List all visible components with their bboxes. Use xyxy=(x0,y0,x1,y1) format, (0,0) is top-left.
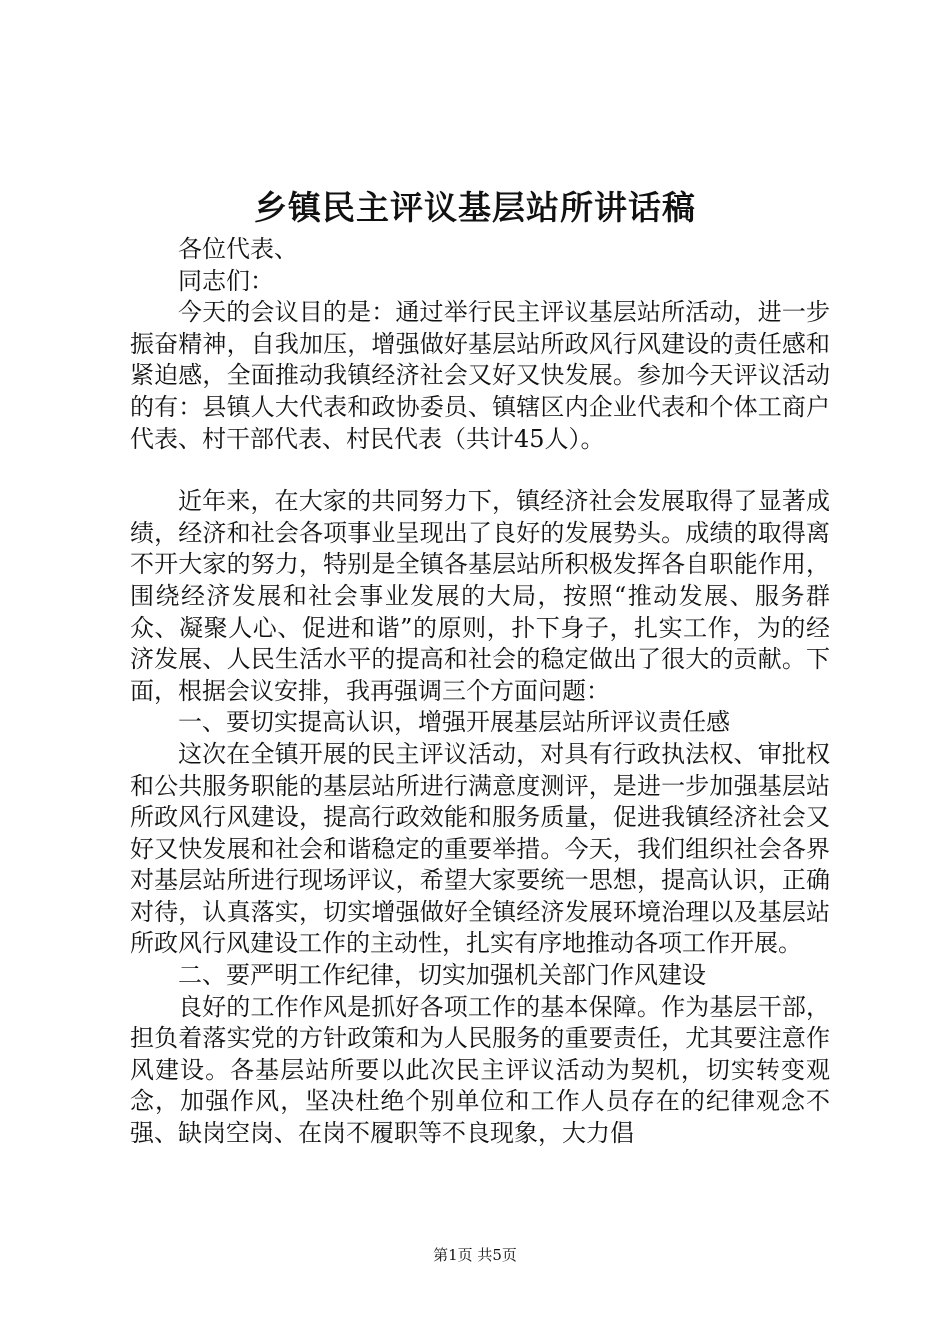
document-body xyxy=(130,234,830,1150)
paragraph-recent-years: 近年来，在大家的共同努力下，镇经济社会发展取得了显著成绩，经济和社会各项事业呈现出了良好的发展势头。成绩的取得离不开大家的努力，特别是全镇各基层站所积极发挥各自职能作用，围绕经济发展和社会事业发展的大局，按照“推动发展、服务群众、凝聚人心、促进和谐”的原则，扑下身子，扎实工作，为的经济发展、人民生活水平的提高和社会的稳定做出了很大的贡献。下面，根据会议安排，我再强调三个方面问题： xyxy=(130,487,830,705)
document-title: 乡镇民主评议基层站所讲话稿 xyxy=(254,188,696,227)
salutation-line-2: 同志们： xyxy=(178,266,274,295)
paragraph-section-1: 这次在全镇开展的民主评议活动，对具有行政执法权、审批权和公共服务职能的基层站所进行满意度测评，是进一步加强基层站所政风行风建设，提高行政效能和服务质量，促进我镇经济社会又好又快发展和社会和谐稳定的重要举措。今天，我们组织社会各界对基层站所进行现场评议，希望大家要统一思想，提高认识，正确对待，认真落实，切实增强做好全镇经济发展环境治理以及基层站所政风行风建设工作的主动性，扎实有序地推动各项工作开展。 xyxy=(130,739,830,958)
paragraph-meeting-purpose: 今天的会议目的是：通过举行民主评议基层站所活动，进一步振奋精神，自我加压，增强做好基层站所政风行风建设的责任感和紧迫感，全面推动我镇经济社会又好又快发展。参加今天评议活动的有：县镇人大代表和政协委员、镇辖区内企业代表和个体工商户代表、村干部代表、村民代表（共计45人）。 xyxy=(130,298,830,453)
salutation-line-1: 各位代表、 xyxy=(178,235,298,263)
page-footer: 第1页 共5页 xyxy=(433,1246,517,1264)
paragraph-section-2: 良好的工作作风是抓好各项工作的基本保障。作为基层干部，担负着落实党的方针政策和为人民服务的重要责任，尤其要注意作风建设。各基层站所要以此次民主评议活动为契机，切实转变观念，加强作风，坚决杜绝个别单位和工作人员存在的纪律观念不强、缺岗空岗、在岗不履职等不良现象，大力倡 xyxy=(130,992,830,1148)
section-heading-1: 一、要切实提高认识，增强开展基层站所评议责任感 xyxy=(178,708,730,737)
section-heading-2: 二、要严明工作纪律，切实加强机关部门作风建设 xyxy=(178,961,706,990)
